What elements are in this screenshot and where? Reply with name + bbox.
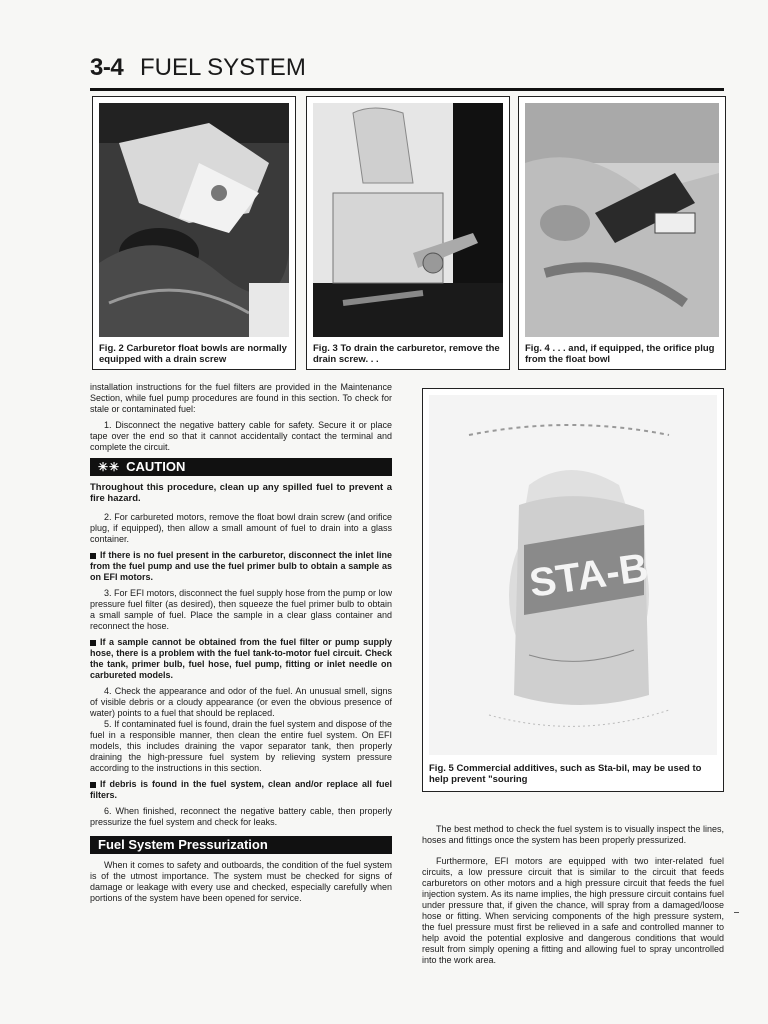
- note-1: [90, 550, 392, 583]
- figure-2-caption: Fig. 2 Carburetor float bowls are normally equipped with a drain screw: [99, 343, 287, 365]
- section-title: FUEL SYSTEM: [140, 54, 306, 81]
- margin-mark: [734, 912, 739, 913]
- carburetor-float-bowl-photo: [99, 103, 289, 337]
- bottle-label-text: STA-BIL: [526, 540, 687, 606]
- fig4-image: [525, 103, 719, 337]
- step-1: 1. Disconnect the negative battery cable for safety. Secure it or place tape over the end so that it cannot accidentally contact the terminal and complete the circuit.: [90, 420, 392, 452]
- figure-3: [306, 96, 510, 370]
- note-2-text: If a sample cannot be obtained from the fuel filter or pump supply hose, there is a problem with the fuel tank-to-motor fuel circuit. Check the tank, primer bulb, fuel hose, fuel pump, fitting or inlet needle on carbureted models.: [90, 637, 392, 680]
- step-5: 5. If contaminated fuel is found, drain the fuel system and dispose of the fuel in a responsible manner, then clean the entire fuel system. On EFI models, this includes draining the vapor separator tank, then properly draining the high-pressure fuel system by relieving system pressure according to the instructions in this section.: [90, 719, 392, 773]
- figure-4: [518, 96, 726, 370]
- caution-icon: ✳✳: [98, 460, 121, 474]
- bullet-square-icon: [90, 782, 96, 788]
- sta-bil-bottle-photo: [429, 395, 717, 755]
- section-heading-text: Fuel System Pressurization: [98, 837, 268, 852]
- fig2-image: [99, 103, 289, 337]
- figure-5: [422, 388, 724, 792]
- section-heading: [90, 836, 392, 854]
- caution-text: Throughout this procedure, clean up any spilled fuel to prevent a fire hazard.: [90, 482, 392, 504]
- page-header: [90, 52, 724, 91]
- figure-2: [92, 96, 296, 370]
- step-2: 2. For carbureted motors, remove the float bowl drain screw (and orifice plug, if equipped), then allow a small amount of fuel to drain into a glass container.: [90, 512, 392, 544]
- note-1-text: If there is no fuel present in the carburetor, disconnect the inlet line from the fuel pump and use the fuel primer bulb to obtain a sample as on EFI motors.: [90, 550, 392, 582]
- figure-5-caption: Fig. 5 Commercial additives, such as Sta-bil, may be used to help prevent "souring: [429, 763, 702, 785]
- note-3: [90, 779, 392, 801]
- right-paragraph-1: The best method to check the fuel system is to visually inspect the lines, hoses and fittings once the system has been properly pressurized.: [422, 824, 724, 845]
- fig3-image: [313, 103, 503, 337]
- left-column: [90, 382, 392, 909]
- fig5-image: [429, 395, 717, 755]
- figure-4-caption: Fig. 4 . . . and, if equipped, the orifice plug from the float bowl: [525, 343, 715, 365]
- orifice-plug-photo: [525, 103, 719, 337]
- right-paragraph-2: Furthermore, EFI motors are equipped with two inter-related fuel circuits, a low pressure circuit that is similar to the circuit that feeds carburetors on other motors and a high pressure circuit that feeds the fuel injection system. As its name implies, the high pressure circuit contains fuel under pressure that, if given the chance, will spray from a damaged/loose hose or fitting. When servicing components of the high pressure system, the fuel pressure must first be relieved in a safe and controlled manner to help avoid the potential explosive and dangerous conditions that would result from simply opening a fitting and allowing fuel to spray uncontrolled into the work area.: [422, 856, 724, 965]
- final-paragraph: When it comes to safety and outboards, the condition of the fuel system is of the utmost importance. The system must be checked for signs of damage or leakage with every use and checked, especially carefully when portions of the system have been opened for service.: [90, 860, 392, 903]
- caution-banner: [90, 458, 392, 476]
- figure-3-caption: Fig. 3 To drain the carburetor, remove the drain screw. . .: [313, 343, 500, 365]
- section-number: 3-4: [90, 54, 124, 81]
- intro-paragraph: installation instructions for the fuel filters are provided in the Maintenance Section, while fuel pump procedures are found in this section. To check for stale or contaminated fuel:: [90, 382, 392, 414]
- note-3-text: If debris is found in the fuel system, clean and/or replace all fuel filters.: [90, 779, 392, 800]
- step-6: 6. When finished, reconnect the negative battery cable, then properly pressurize the fuel system and check for leaks.: [90, 806, 392, 827]
- carburetor-drain-screw-photo: [313, 103, 503, 337]
- right-column: [422, 824, 724, 971]
- step-4: 4. Check the appearance and odor of the fuel. An unusual smell, signs of visible debris or a cloudy appearance (or even the obvious presence of water) points to a fuel that should be replaced.: [90, 686, 392, 718]
- bullet-square-icon: [90, 640, 96, 646]
- caution-label: CAUTION: [126, 459, 186, 474]
- step-3: 3. For EFI motors, disconnect the fuel supply hose from the pump or low pressure fuel filter (as desired), then squeeze the fuel primer bulb to obtain a small sample of fuel. Place the sample in a clear glass container and reconnect the hose.: [90, 588, 392, 631]
- bullet-square-icon: [90, 553, 96, 559]
- note-2: [90, 637, 392, 681]
